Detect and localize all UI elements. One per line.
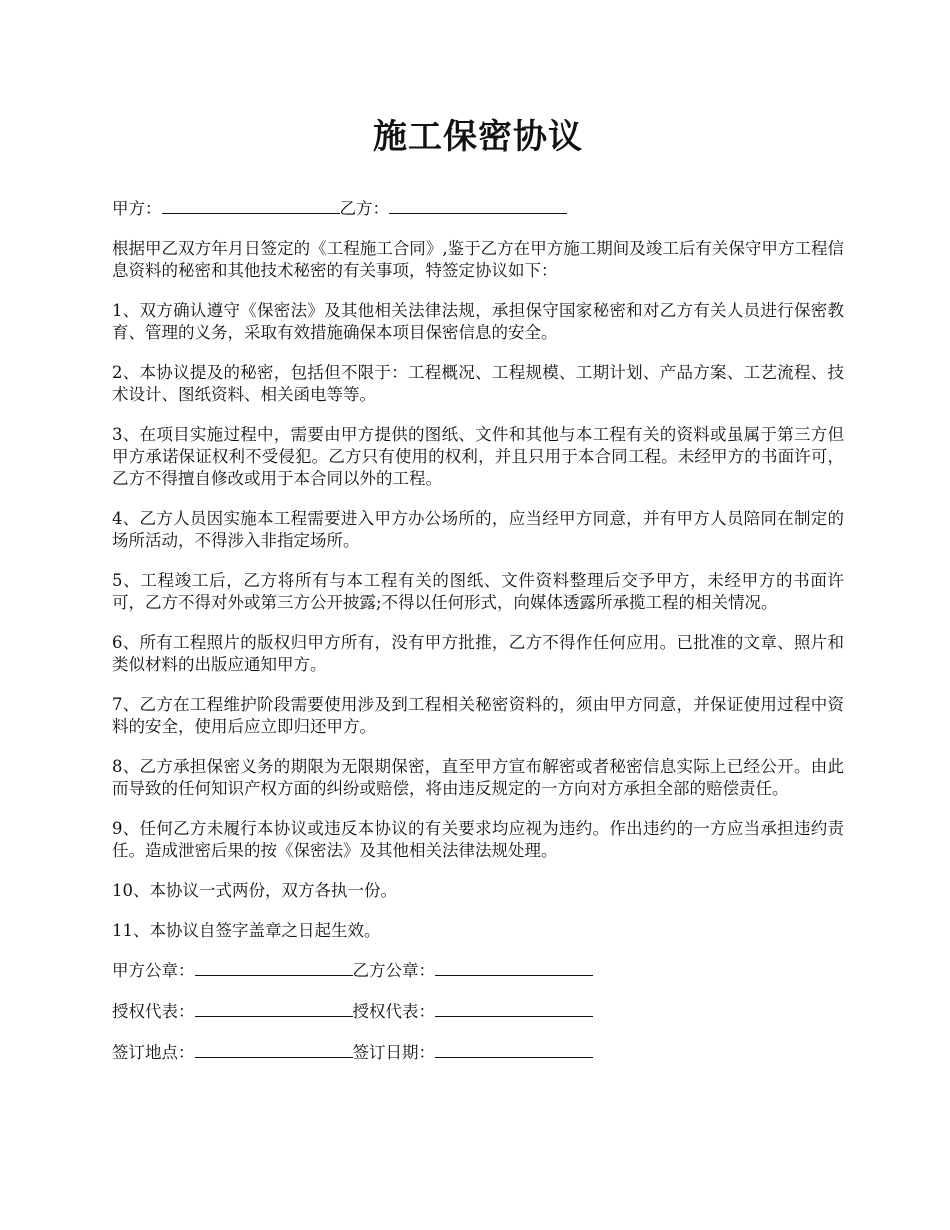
seal-b-label: 乙方公章： [352,961,435,980]
seal-b-blank[interactable] [435,961,593,976]
document-page [112,110,844,1083]
seal-row [112,960,844,982]
seal-a-blank[interactable] [195,961,353,976]
rep-a-blank[interactable] [195,1002,353,1017]
clause-5: 5、工程竣工后，乙方将所有与本工程有关的图纸、文件资料整理后交予甲方，未经甲方的书面许可，乙方不得对外或第三方公开披露;不得以任何形式，向媒体透露所承揽工程的相关情况。 [112,571,844,612]
party-b-label: 乙方： [339,199,389,218]
clause-8: 8、乙方承担保密义务的期限为无限期保密，直至甲方宣布解密或者秘密信息实际上已经公开。由此而导致的任何知识产权方面的纠纷或赔偿，将由违反规定的一方向对方承担全部的赔偿责任。 [112,757,844,798]
clause-10: 10、本协议一式两份，双方各执一份。 [112,881,397,900]
clause-4: 4、乙方人员因实施本工程需要进入甲方办公场所的，应当经甲方同意，并有甲方人员陪同在制定的场所活动，不得涉入非指定场所。 [112,509,844,550]
party-b-blank[interactable] [389,199,567,214]
rep-a-label: 授权代表： [112,1002,195,1021]
party-a-blank[interactable] [162,199,340,214]
representative-row [112,1001,844,1023]
place-date-row [112,1042,844,1064]
rep-b-blank[interactable] [435,1002,593,1017]
clause-1: 1、双方确认遵守《保密法》及其他相关法律法规，承担保守国家秘密和对乙方有关人员进行保密教育、管理的义务，采取有效措施确保本项目保密信息的安全。 [112,301,844,342]
party-a-label: 甲方： [112,199,162,218]
clause-3: 3、在项目实施过程中，需要由甲方提供的图纸、文件和其他与本工程有关的资料或虽属于第三方但甲方承诺保证权利不受侵犯。乙方只有使用的权利，并且只用于本合同工程。未经甲方的书面许可，乙方不得擅自修改或用于本合同以外的工程。 [112,425,844,488]
place-label: 签订地点： [112,1043,195,1062]
clause-7: 7、乙方在工程维护阶段需要使用涉及到工程相关秘密资料的，须由甲方同意，并保证使用过程中资料的安全，使用后应立即归还甲方。 [112,695,844,736]
clause-2: 2、本协议提及的秘密，包括但不限于：工程概况、工程规模、工期计划、产品方案、工艺流程、技术设计、图纸资料、相关函电等等。 [112,363,844,404]
parties-line [112,198,844,220]
clause-9: 9、任何乙方未履行本协议或违反本协议的有关要求均应视为违约。作出违约的一方应当承担违约责任。造成泄密后果的按《保密法》及其他相关法律法规处理。 [112,819,844,860]
rep-b-label: 授权代表： [352,1002,435,1021]
clause-6: 6、所有工程照片的版权归甲方所有，没有甲方批推，乙方不得作任何应用。已批准的文章、照片和类似材料的出版应通知甲方。 [112,633,844,674]
date-label: 签订日期： [352,1043,435,1062]
seal-a-label: 甲方公章： [112,961,195,980]
intro-paragraph: 根据甲乙双方年月日签定的《工程施工合同》,鉴于乙方在甲方施工期间及竣工后有关保守甲方工程信息资料的秘密和其他技术秘密的有关事项，特签定协议如下： [112,239,844,280]
date-blank[interactable] [435,1043,593,1058]
clause-11: 11、本协议自签字盖章之日起生效。 [112,921,381,940]
document-title: 施工保密协议 [373,117,583,157]
place-blank[interactable] [195,1043,353,1058]
